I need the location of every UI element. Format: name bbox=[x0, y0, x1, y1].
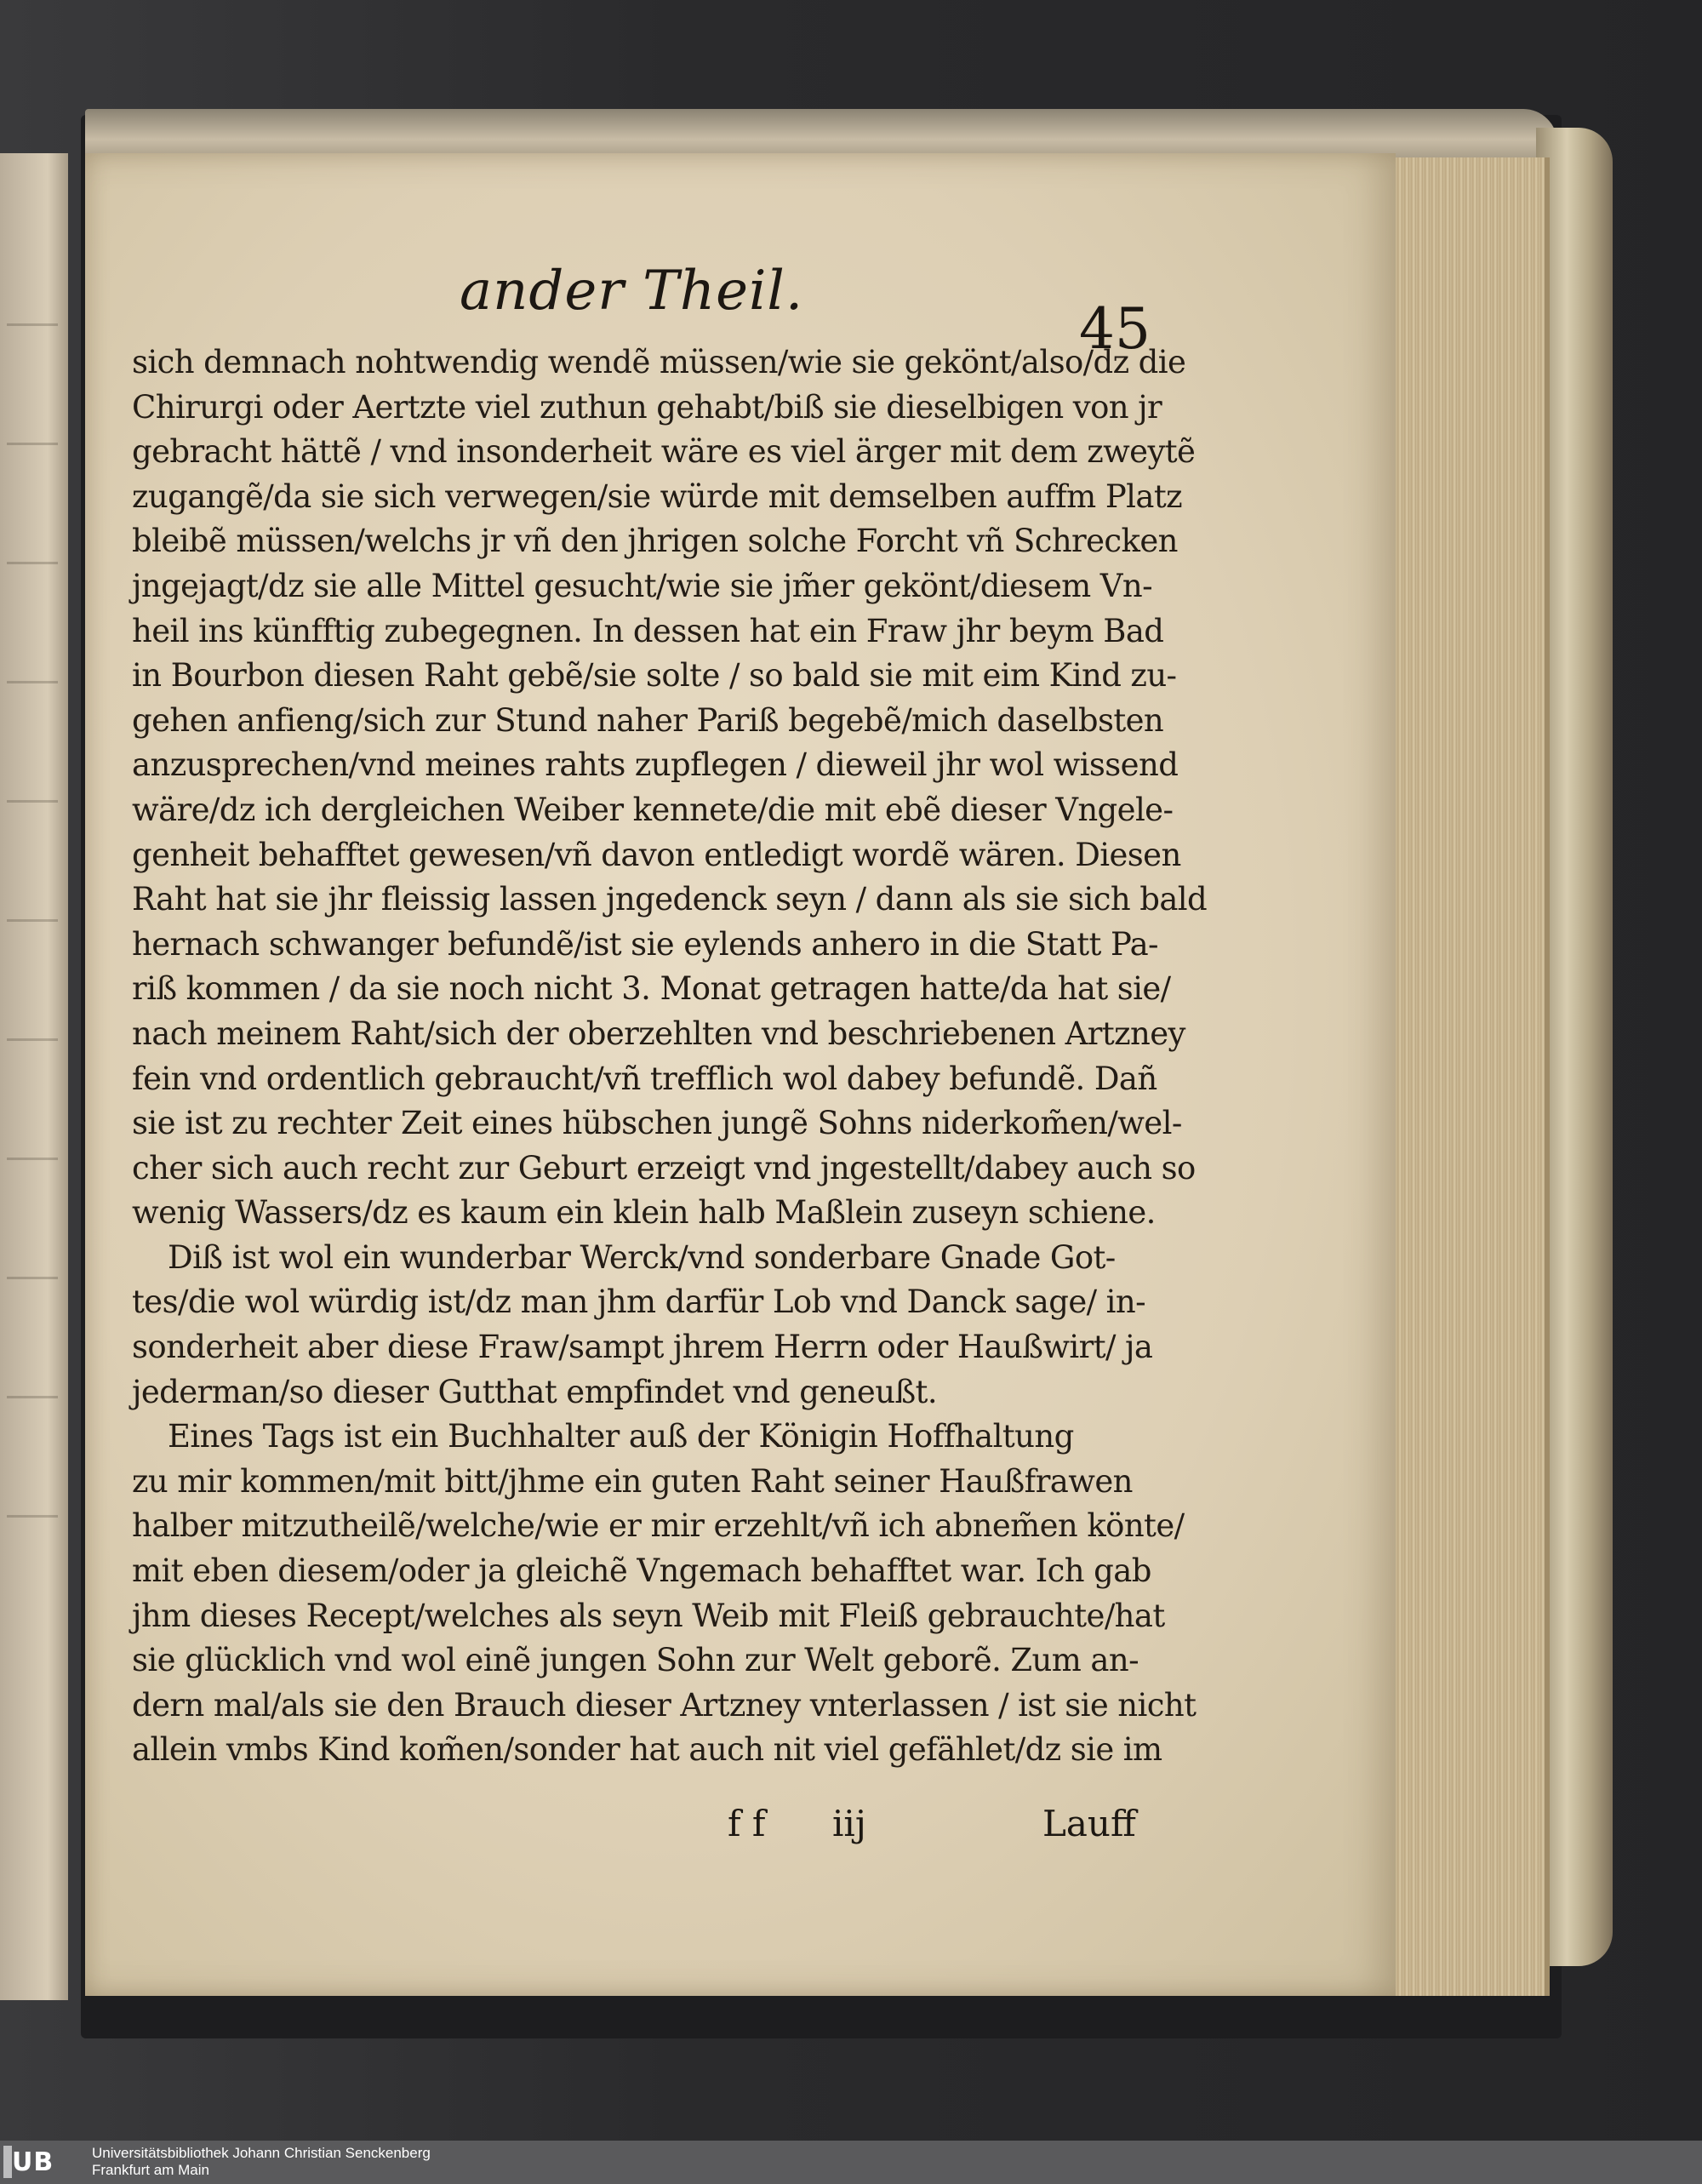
catchword: Lauff bbox=[1042, 1803, 1136, 1844]
signature-mark: f f bbox=[728, 1803, 766, 1844]
text-line: genheit behafftet gewesen/vñ davon entledigt wordẽ wären. Diesen bbox=[132, 836, 1181, 873]
footer-bar bbox=[0, 2141, 1702, 2184]
body-text bbox=[132, 340, 1208, 1773]
text-line: mit eben diesem/oder ja gleichẽ Vngemach behafftet war. Ich gab bbox=[132, 1552, 1151, 1590]
page-edges bbox=[1396, 157, 1550, 1996]
text-line: tes/die wol würdig ist/dz man jhm darfür Lob vnd Danck sage/ in- bbox=[132, 1284, 1146, 1321]
left-page-edge bbox=[0, 153, 68, 2000]
running-head-title: ander Theil. bbox=[460, 260, 804, 323]
text-line: sie ist zu rechter Zeit eines hübschen jungẽ Sohns niderkom̃en/wel- bbox=[132, 1105, 1182, 1142]
text-line: gehen anfieng/sich zur Stund naher Pariß begebẽ/mich daselbsten bbox=[132, 701, 1164, 739]
text-line: hernach schwanger befundẽ/ist sie eylends anhero in die Statt Pa- bbox=[132, 925, 1158, 963]
text-line: allein vmbs Kind kom̃en/sonder hat auch nit viel gefählet/dz sie im bbox=[132, 1731, 1162, 1769]
text-line: heil ins künfftig zubegegnen. In dessen hat ein Fraw jhr beym Bad bbox=[132, 612, 1164, 649]
text-line: jhm dieses Recept/welches als seyn Weib mit Fleiß gebrauchte/hat bbox=[132, 1597, 1165, 1634]
text-line: Chirurgi oder Aertzte viel zuthun gehabt/biß sie dieselbigen von jr bbox=[132, 388, 1162, 426]
text-line: sie glücklich vnd wol einẽ jungen Sohn zur Welt geborẽ. Zum an- bbox=[132, 1642, 1139, 1679]
text-line: wenig Wassers/dz es kaum ein klein halb Maßlein zuseyn schiene. bbox=[132, 1194, 1156, 1232]
text-line: Eines Tags ist ein Buchhalter auß der Königin Hoffhaltung bbox=[168, 1418, 1074, 1455]
text-line: zu mir kommen/mit bitt/jhme ein guten Raht seiner Haußfrawen bbox=[132, 1462, 1133, 1500]
text-line: fein vnd ordentlich gebraucht/vñ trefflich wol dabey befundẽ. Dañ bbox=[132, 1060, 1157, 1097]
text-line: Raht hat sie jhr fleissig lassen jngedenck seyn / dann als sie sich bald bbox=[132, 881, 1208, 918]
text-line: gebracht hättẽ / vnd insonderheit wäre es viel ärger mit dem zweytẽ bbox=[132, 433, 1196, 471]
signature-leaf: iij bbox=[832, 1803, 866, 1844]
text-line: halber mitzutheilẽ/welche/wie er mir erzehlt/vñ ich abnem̃en könte/ bbox=[132, 1507, 1185, 1545]
text-line: Diß ist wol ein wunderbar Werck/vnd sonderbare Gnade Got- bbox=[168, 1238, 1116, 1276]
text-line: anzusprechen/vnd meines rahts zupflegen / dieweil jhr wol wissend bbox=[132, 746, 1179, 784]
library-logo: UB bbox=[12, 2147, 54, 2177]
text-line: riß kommen / da sie noch nicht 3. Monat getragen hatte/da hat sie/ bbox=[132, 970, 1171, 1008]
text-line: in Bourbon diesen Raht gebẽ/sie solte / so bald sie mit eim Kind zu- bbox=[132, 657, 1177, 695]
library-name-line1: Universitätsbibliothek Johann Christian Senckenberg bbox=[92, 2145, 431, 2161]
book-top-edge bbox=[85, 109, 1557, 160]
library-name bbox=[92, 2145, 431, 2179]
text-line: wäre/dz ich dergleichen Weiber kennete/die mit ebẽ dieser Vngele- bbox=[132, 791, 1174, 828]
text-line: bleibẽ müssen/welchs jr vñ den jhrigen solche Forcht vñ Schrecken bbox=[132, 523, 1178, 560]
text-line: jngejagt/dz sie alle Mittel gesucht/wie sie jm̃er gekönt/diesem Vn- bbox=[132, 567, 1153, 604]
text-line: sonderheit aber diese Fraw/sampt jhrem Herrn oder Haußwirt/ ja bbox=[132, 1329, 1153, 1366]
text-line: jederman/so dieser Gutthat empfindet vnd geneußt. bbox=[132, 1373, 937, 1410]
text-line: dern mal/als sie den Brauch dieser Artzney vnterlassen / ist sie nicht bbox=[132, 1686, 1197, 1724]
text-line: zugangẽ/da sie sich verwegen/sie würde mit demselben auffm Platz bbox=[132, 477, 1182, 515]
text-line: sich demnach nohtwendig wendẽ müssen/wie sie gekönt/also/dz die bbox=[132, 344, 1186, 380]
text-line: cher sich auch recht zur Geburt erzeigt vnd jngestellt/dabey auch so bbox=[132, 1149, 1196, 1186]
library-logo-mark bbox=[3, 2146, 12, 2178]
text-line: nach meinem Raht/sich der oberzehlten vnd beschriebenen Artzney bbox=[132, 1015, 1185, 1052]
library-name-line2: Frankfurt am Main bbox=[92, 2162, 209, 2178]
page-number: 45 bbox=[1079, 296, 1151, 362]
